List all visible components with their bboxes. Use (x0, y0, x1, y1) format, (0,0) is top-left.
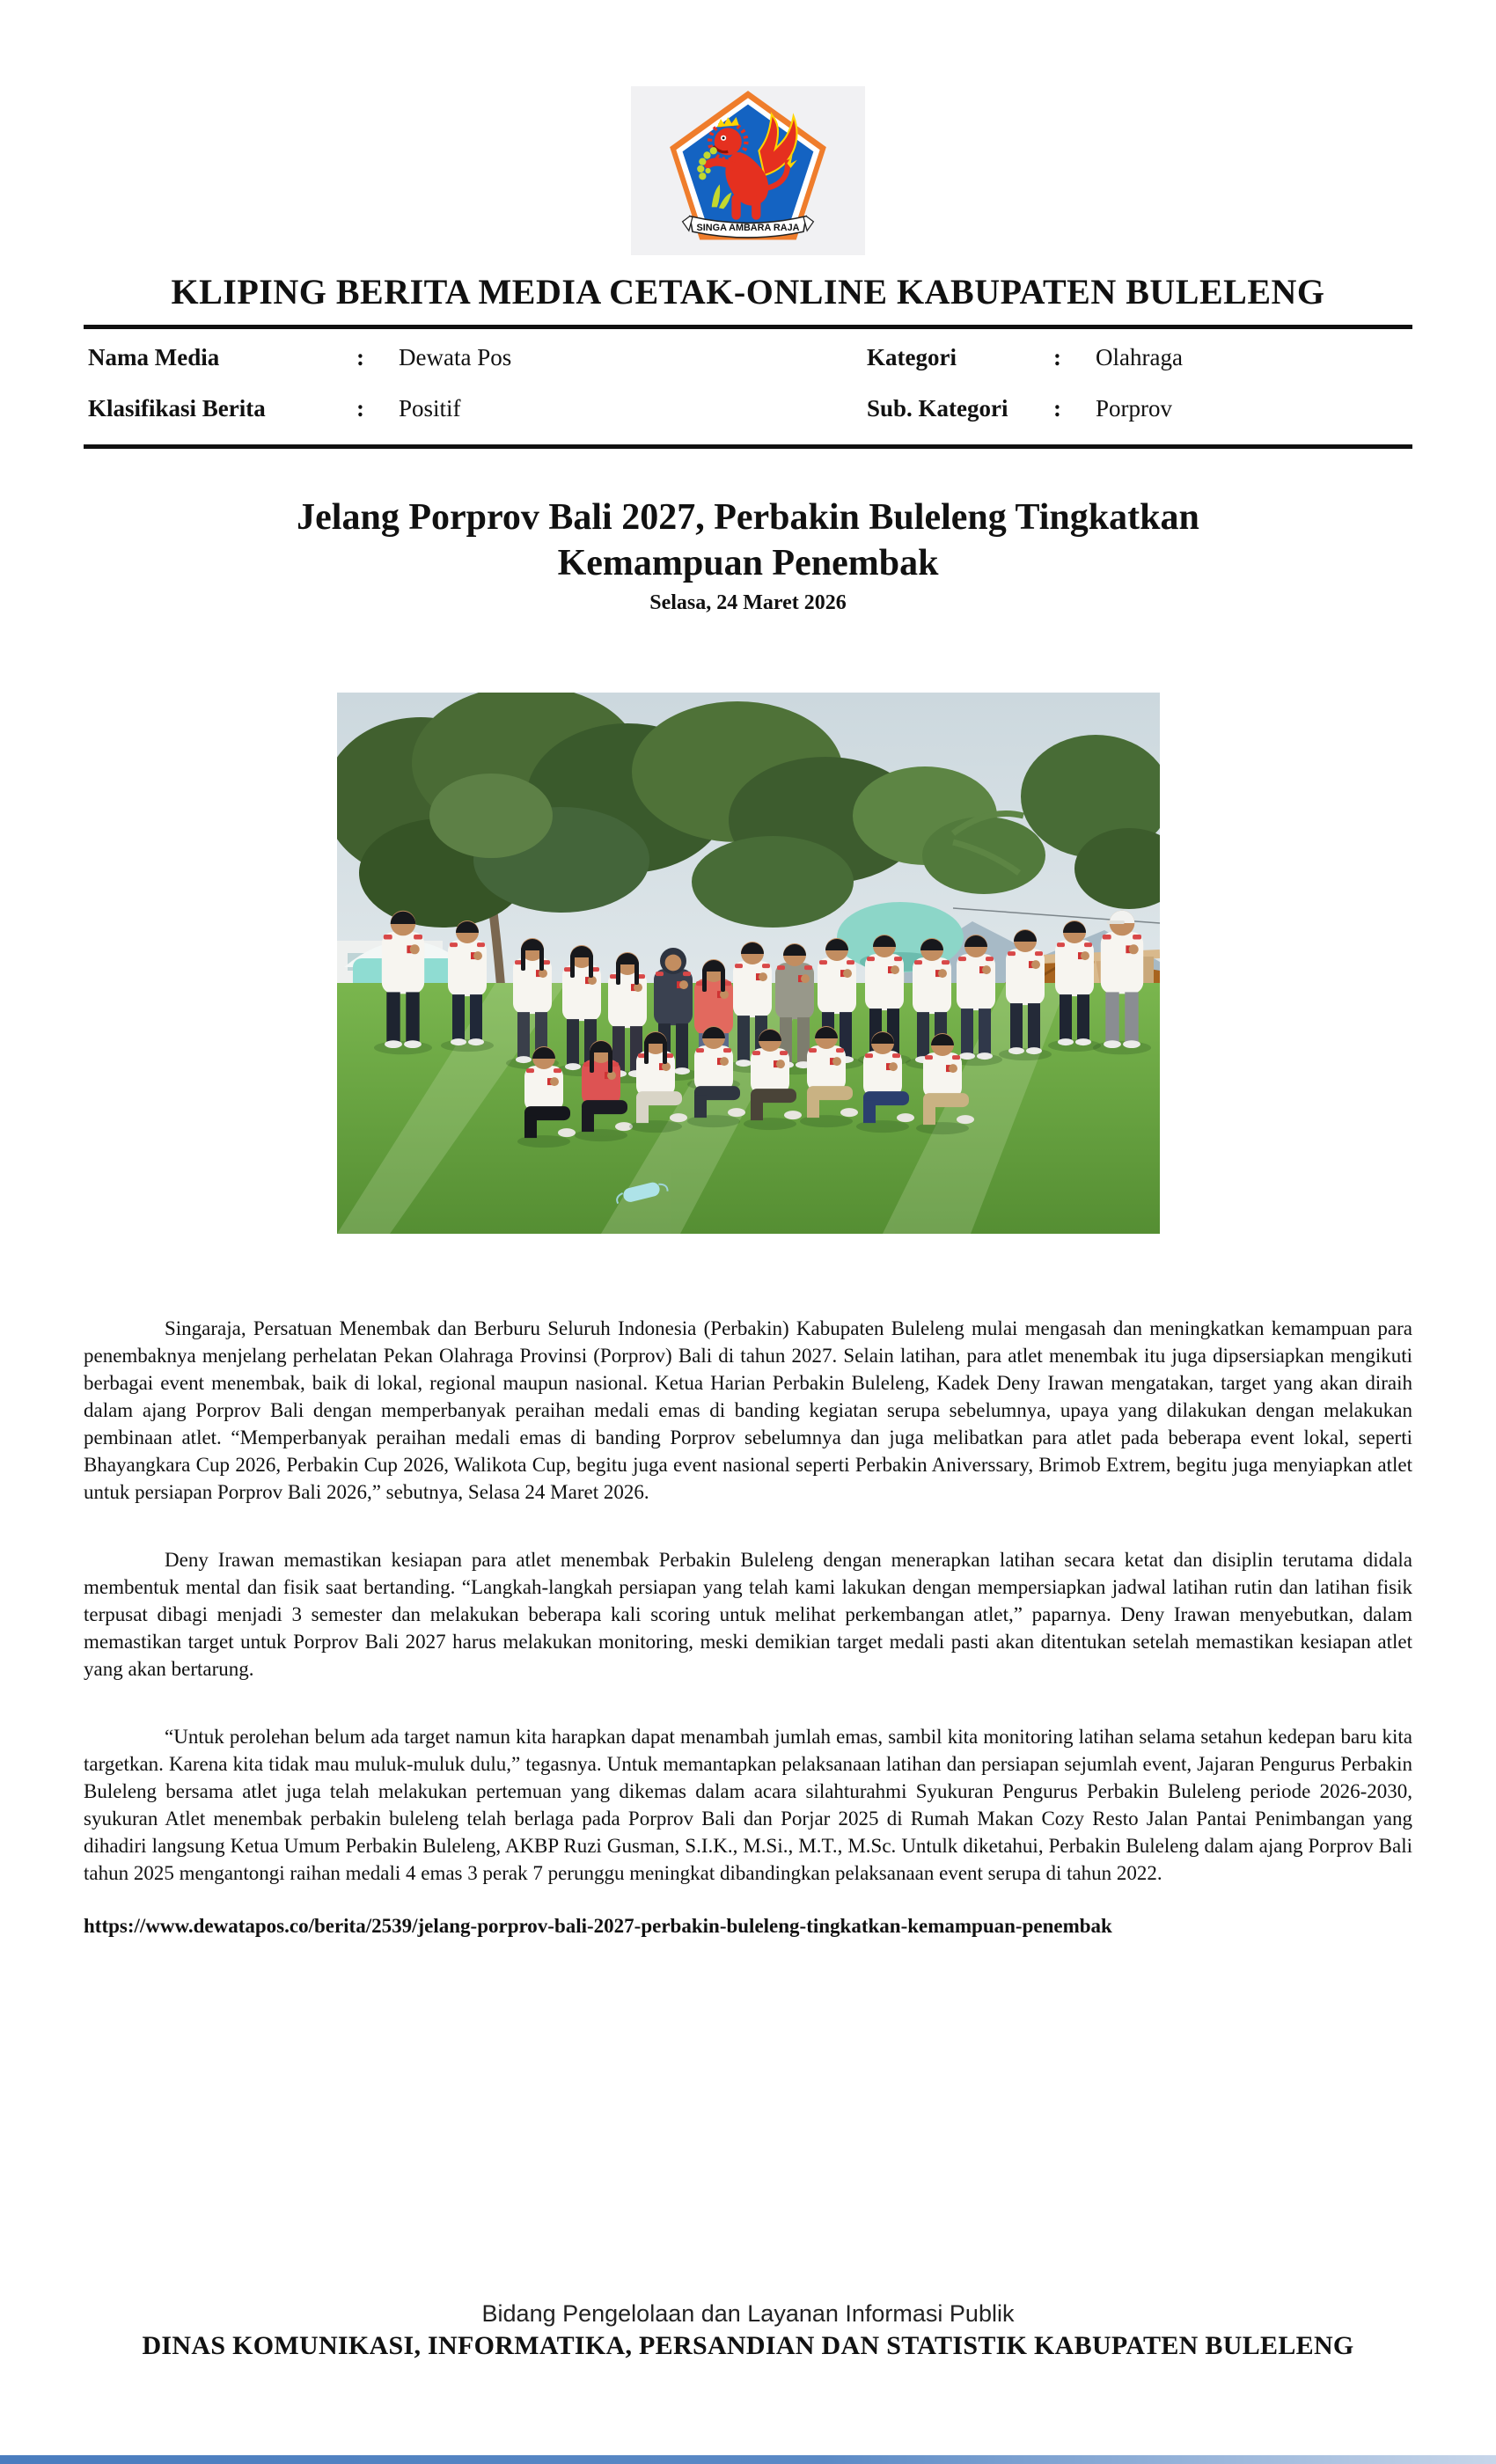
bottom-accent-bar (0, 2455, 1496, 2464)
nama-media-colon: : (356, 344, 364, 370)
nama-media-label: Nama Media (88, 344, 220, 370)
sub-kategori-label: Sub. Kategori (867, 395, 1008, 422)
nama-media-value: Dewata Pos (399, 344, 512, 370)
paragraph-3: “Untuk perolehan belum ada target namun kita harapkan dapat menambah jumlah emas, sambil kita monitoring latihan selama setahun kedepan baru kita targetkan. Karena kita tidak mau muluk-muluk dulu,” tegasnya. Untuk memantapkan pelaksanaan latihan dan persiapan sejumlah event, Jajaran Pengurus Perbakin Buleleng bersama atlet juga telah melakukan pertemuan yang dikemas dalam acara silahturahmi Syukuran Pengurus Perbakin Buleleng periode 2026-2030, syukuran Atlet menembak perbakin buleleng telah berlaga pada Porprov Bali dan Porjar 2025 di Rumah Makan Cozy Resto Jalan Pantai Penimbangan yang dihadiri langsung Ketua Umum Perbakin Buleleng, AKBP Ruzi Gusman, S.I.K., M.Si., M.T., M.Sc. Untulk diketahui, Perbakin Buleleng dalam ajang Porprov Bali tahun 2025 mengantongi raihan medali 4 emas 3 perak 7 perunggu meningkat dibandingkan pelaksanaan event serupa di tahun 2022. (84, 1726, 1412, 1884)
footer-agency-line: DINAS KOMUNIKASI, INFORMATIKA, PERSANDIAN DAN STATISTIK KABUPATEN BULELENG (142, 2331, 1354, 2360)
kategori-colon: : (1053, 344, 1061, 370)
sub-kategori-colon: : (1053, 395, 1061, 422)
photo-illustration (337, 693, 1160, 1234)
paragraph-2: Deny Irawan memastikan kesiapan para atlet menembak Perbakin Buleleng dengan menerapkan latihan secara ketat dan disiplin terutama didala membentuk mental dan fisik saat bertanding. “Langkah-langkah persiapan yang telah kami lakukan dengan mempersiapkan jadwal latihan rutin dan latihan fisik terpusat dibagi menjadi 3 semester dan melakukan beberapa kali scoring untuk melihat perkembangan atlet,” paparnya. Deny Irawan menyebutkan, dalam memastikan target untuk Porprov Bali 2027 harus melakukan monitoring, meski demikian target medali pasti akan ditentukan setelah memastikan kesiapan atlet yang akan bertarung. (84, 1549, 1412, 1680)
klasifikasi-label: Klasifikasi Berita (88, 395, 266, 422)
article-photo (337, 693, 1160, 1234)
kategori-label: Kategori (867, 344, 957, 370)
divider-bottom (84, 444, 1412, 449)
article-title-line2: Kemampuan Penembak (557, 543, 939, 583)
footer-unit-line: Bidang Pengelolaan dan Layanan Informasi Publik (481, 2300, 1015, 2327)
article-title-line1: Jelang Porprov Bali 2027, Perbakin Buleleng Tingkatkan (297, 497, 1199, 538)
article-title (84, 495, 1412, 586)
logo-box (631, 86, 865, 255)
article-date: Selasa, 24 Maret 2026 (649, 591, 847, 614)
emblem-banner-text: SINGA AMBARA RAJA (696, 223, 800, 234)
sub-kategori-value: Porprov (1096, 395, 1172, 422)
buleleng-emblem-icon (654, 89, 842, 253)
paragraph-1: Singaraja, Persatuan Menembak dan Berburu Seluruh Indonesia (Perbakin) Kabupaten Buleleng mulai mengasah dan meningkatkan kemampuan para penembaknya menjelang perhelatan Pekan Olahraga Provinsi (Porprov) Bali di tahun 2027. Selain latihan, para atlet menembak itu juga dipsersiapkan mengikuti berbagai event menembak, baik di lokal, regional maupun nasional. Ketua Harian Perbakin Buleleng, Kadek Deny Irawan mengatakan, target yang akan diraih dalam ajang Porprov Bali dengan memperbanyak peraihan medali emas di banding kegiatan serupa sebelumnya, upaya yang dilakukan dengan melakukan pembinaan atlet. “Memperbanyak peraihan medali emas di banding Porprov sebelumnya dan juga melibatkan para atlet pada beberapa event lokal, seperti Bhayangkara Cup 2026, Perbakin Cup 2026, Walikota Cup, begitu juga event nasional seperti Perbakin Aniverssary, Brimob Extrem, begitu juga menyiapkan atlet untuk persiapan Porprov Bali 2026,” sebutnya, Selasa 24 Maret 2026. (84, 1317, 1412, 1503)
article-body (84, 1315, 1412, 1887)
source-url-link[interactable]: https://www.dewatapos.co/berita/2539/jelang-porprov-bali-2027-perbakin-buleleng-tingkatkan-kemampuan-penembak (84, 1915, 1112, 1937)
klasifikasi-colon: : (356, 395, 364, 422)
page-footer (0, 2300, 1496, 2361)
klasifikasi-value: Positif (399, 395, 461, 422)
page-title: KLIPING BERITA MEDIA CETAK-ONLINE KABUPATEN BULELENG (171, 272, 1325, 312)
meta-table (84, 329, 1412, 444)
kategori-value: Olahraga (1096, 344, 1183, 370)
